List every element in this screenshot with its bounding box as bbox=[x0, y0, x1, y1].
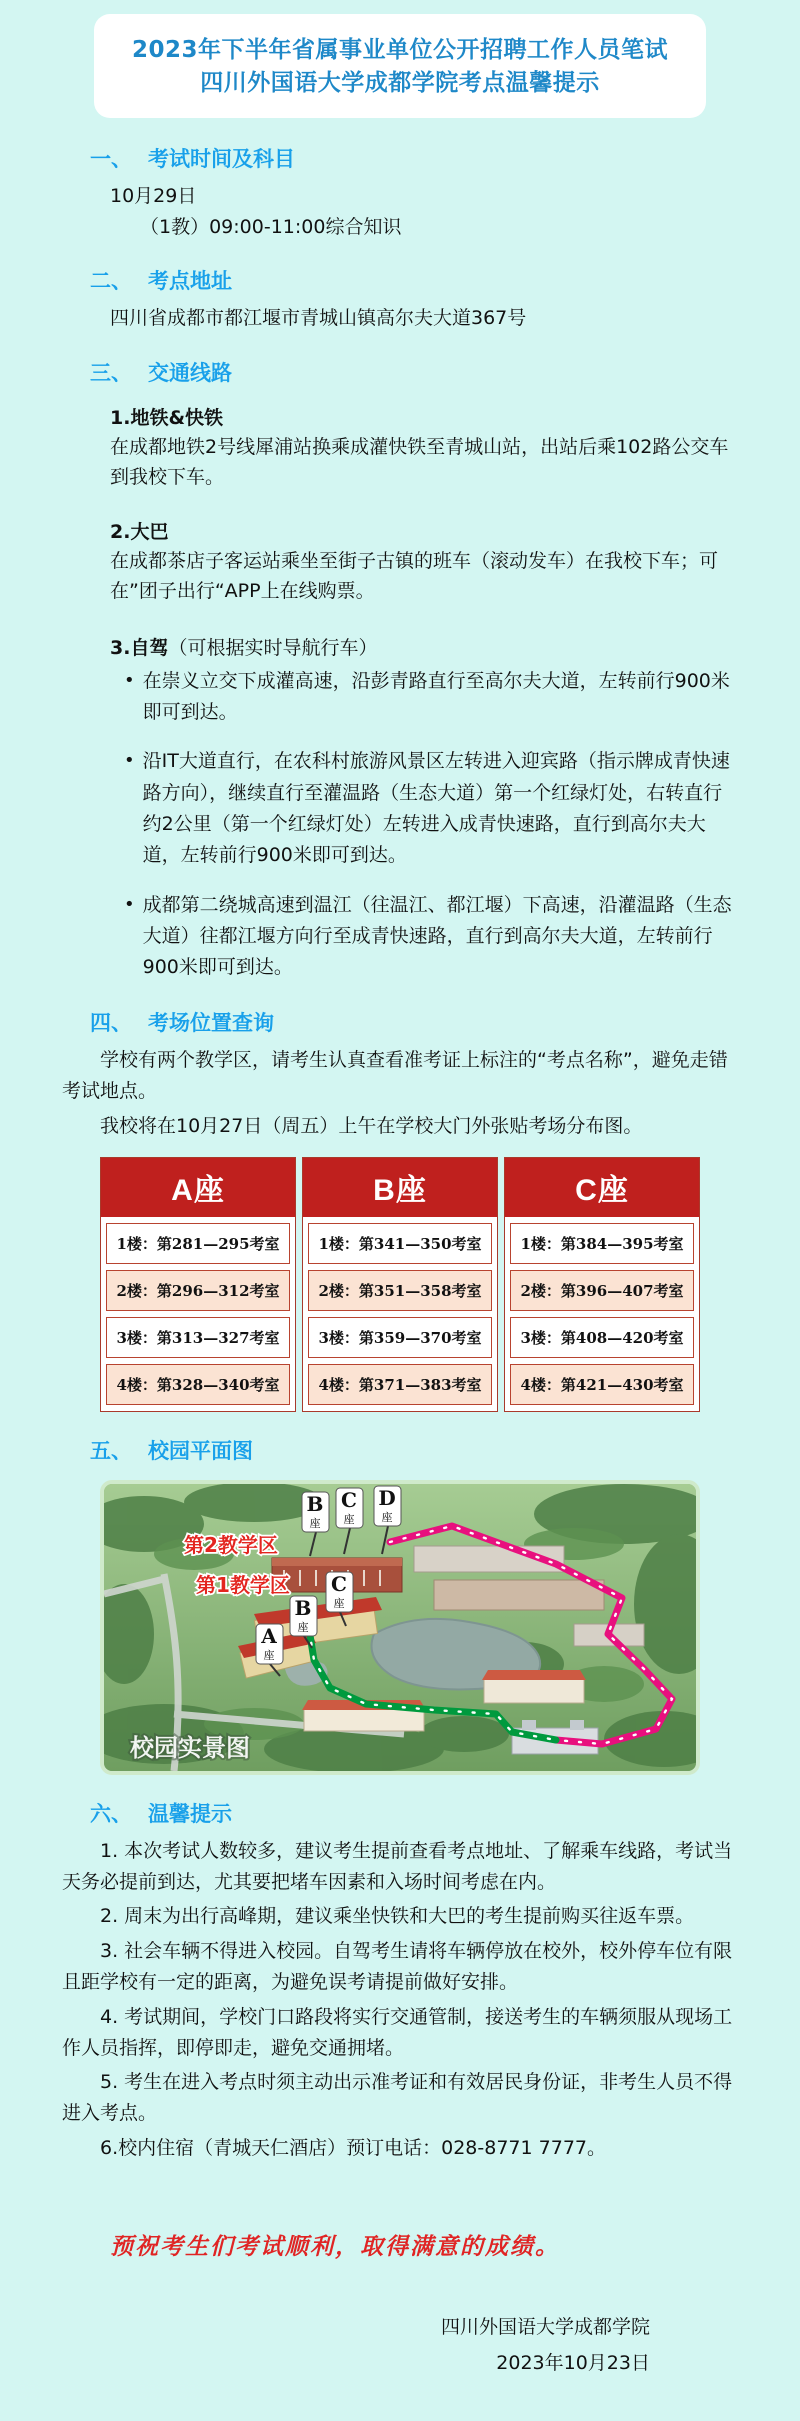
section-3-number: 三、 bbox=[90, 360, 132, 385]
tip-item: 3. 社会车辆不得进入校园。自驾考生请将车辆停放在校外，校外停车位有限且距学校有一定的距离，为避免误考请提前做好安排。 bbox=[62, 1940, 733, 1993]
metro-description: 在成都地铁2号线犀浦站换乘成灌快铁至青城山站，出站后乘102路公交车到我校下车。 bbox=[110, 436, 729, 489]
wish-message: 预祝考生们考试顺利，取得满意的成绩。 bbox=[110, 2232, 560, 2260]
table-row: 2楼：第351—358考室 bbox=[308, 1270, 492, 1311]
section-1-heading bbox=[90, 146, 738, 173]
table-row: 2楼：第296—312考室 bbox=[106, 1270, 290, 1311]
area2-label: 第2教学区 bbox=[184, 1532, 278, 1557]
section-5-heading bbox=[90, 1438, 738, 1465]
title-line-1: 2023年下半年省属事业单位公开招聘工作人员笔试 bbox=[131, 37, 668, 63]
drive-route-text: • 在崇义立交下成灌高速，沿彭青路直行至高尔夫大道，左转前行900米即可到达。 bbox=[142, 669, 730, 723]
section-2-title: 考点地址 bbox=[148, 269, 232, 294]
section-6-title: 温馨提示 bbox=[148, 1801, 232, 1826]
table-column-a bbox=[100, 1157, 296, 1412]
signature-block bbox=[62, 2309, 738, 2381]
column-header-a: A座 bbox=[101, 1158, 295, 1217]
drive-subtitle bbox=[110, 633, 738, 660]
table-column-b bbox=[302, 1157, 498, 1412]
table-row: 1楼：第341—350考室 bbox=[308, 1223, 492, 1264]
section-2-heading bbox=[90, 268, 738, 295]
svg-text:B: B bbox=[294, 1595, 312, 1620]
table-column-c bbox=[504, 1157, 700, 1412]
table-row: 1楼：第281—295考室 bbox=[106, 1223, 290, 1264]
column-header-c: C座 bbox=[505, 1158, 699, 1217]
area1-label: 第1教学区 bbox=[196, 1572, 290, 1597]
site-address: 四川省成都市都江堰市青城山镇高尔夫大道367号 bbox=[110, 307, 527, 330]
exam-rooms-table bbox=[100, 1157, 700, 1412]
bus-description: 在成都茶店子客运站乘坐至街子古镇的班车（滚动发车）在我校下车；可在”团子出行“APP上在线购票。 bbox=[110, 549, 719, 603]
svg-text:座: 座 bbox=[297, 1620, 309, 1634]
title-card bbox=[94, 14, 706, 118]
room-query-paragraph-1: 学校有两个教学区，请考生认真查看准考证上标注的“考点名称”，避免走错考试地点。 bbox=[62, 1049, 728, 1102]
tip-item: 1. 本次考试人数较多，建议考生提前查看考点地址、了解乘车线路，考试当天务必提前到达，尤其要把堵车因素和入场时间考虑在内。 bbox=[62, 1839, 733, 1893]
map-caption: 校园实景图 bbox=[130, 1733, 250, 1762]
signature-date: 2023年10月23日 bbox=[496, 2351, 650, 2374]
drive-subtitle-bold: 3.自驾 bbox=[110, 636, 169, 659]
tip-item: 5. 考生在进入考点时须主动出示准考证和有效居民身份证，非考生人员不得进入考点。 bbox=[62, 2071, 733, 2125]
table-row: 4楼：第421—430考室 bbox=[510, 1364, 694, 1405]
section-4-heading bbox=[90, 1010, 738, 1037]
drive-route-item bbox=[124, 890, 738, 984]
campus-map-svg bbox=[104, 1484, 696, 1771]
column-header-b: B座 bbox=[303, 1158, 497, 1217]
svg-text:座: 座 bbox=[309, 1516, 321, 1530]
section-5-title: 校园平面图 bbox=[148, 1439, 253, 1464]
section-1-title: 考试时间及科目 bbox=[148, 147, 295, 171]
tip-item: 2. 周末为出行高峰期，建议乘坐快铁和大巴的考生提前购买往返车票。 bbox=[100, 1905, 695, 1928]
section-5-number: 五、 bbox=[90, 1439, 132, 1464]
drive-route-text: • 沿IT大道直行，在农科村旅游风景区左转进入迎宾路（指示牌成青快速路方向），继续直行至灌温路（生态大道）第一个红绿灯处，右转直行约2公里（第一个红绿灯处）左转进入成青快速路，直行到高尔夫大道，左转前行900米即可到达。 bbox=[142, 750, 730, 867]
signature-name: 四川外国语大学成都学院 bbox=[440, 2315, 650, 2338]
table-row: 4楼：第328—340考室 bbox=[106, 1364, 290, 1405]
metro-subtitle: 1.地铁&快铁 bbox=[110, 407, 224, 430]
svg-text:B: B bbox=[306, 1491, 324, 1516]
table-row: 1楼：第384—395考室 bbox=[510, 1223, 694, 1264]
exam-time-subject: （1教）09:00-11:00综合知识 bbox=[140, 215, 402, 238]
bus-subtitle: 2.大巴 bbox=[110, 520, 169, 543]
svg-text:座: 座 bbox=[263, 1648, 275, 1662]
campus-map-image bbox=[100, 1480, 700, 1775]
drive-route-text: • 成都第二绕城高速到温江（往温江、都江堰）下高速，沿灌温路（生态大道）往都江堰方向行至成青快速路，直行到高尔夫大道，左转前行900米即可到达。 bbox=[142, 893, 732, 979]
svg-text:座: 座 bbox=[343, 1512, 355, 1526]
tip-item: 4. 考试期间，学校门口路段将实行交通管制，接送考生的车辆须服从现场工作人员指挥，即停即走，避免交通拥堵。 bbox=[62, 2005, 733, 2059]
section-6-number: 六、 bbox=[90, 1801, 132, 1826]
section-2-number: 二、 bbox=[90, 269, 132, 294]
table-row: 3楼：第359—370考室 bbox=[308, 1317, 492, 1358]
svg-text:座: 座 bbox=[381, 1510, 393, 1524]
svg-text:C: C bbox=[331, 1571, 347, 1596]
table-row: 3楼：第313—327考室 bbox=[106, 1317, 290, 1358]
section-4-title: 考场位置查询 bbox=[148, 1010, 274, 1035]
svg-text:A: A bbox=[261, 1623, 277, 1648]
drive-subtitle-note: （可根据实时导航行车） bbox=[168, 636, 378, 659]
section-1-number: 一、 bbox=[90, 147, 132, 171]
tip-item: 6.校内住宿（青城天仁酒店）预订电话：028-8771 7777。 bbox=[100, 2136, 606, 2159]
title-line-2: 四川外国语大学成都学院考点温馨提示 bbox=[200, 70, 600, 96]
room-query-paragraph-2: 我校将在10月27日（周五）上午在学校大门外张贴考场分布图。 bbox=[100, 1114, 643, 1137]
drive-route-item bbox=[124, 746, 738, 871]
svg-text:C: C bbox=[341, 1487, 357, 1512]
section-4-number: 四、 bbox=[90, 1010, 132, 1035]
svg-text:座: 座 bbox=[333, 1596, 345, 1610]
exam-date: 10月29日 bbox=[110, 185, 197, 208]
table-row: 4楼：第371—383考室 bbox=[308, 1364, 492, 1405]
section-3-title: 交通线路 bbox=[148, 360, 232, 385]
section-3-heading bbox=[90, 360, 738, 387]
drive-route-list bbox=[124, 666, 738, 984]
svg-text:D: D bbox=[378, 1485, 396, 1510]
drive-route-item bbox=[124, 666, 738, 729]
table-row: 2楼：第396—407考室 bbox=[510, 1270, 694, 1311]
table-row: 3楼：第408—420考室 bbox=[510, 1317, 694, 1358]
section-6-heading bbox=[90, 1801, 738, 1828]
